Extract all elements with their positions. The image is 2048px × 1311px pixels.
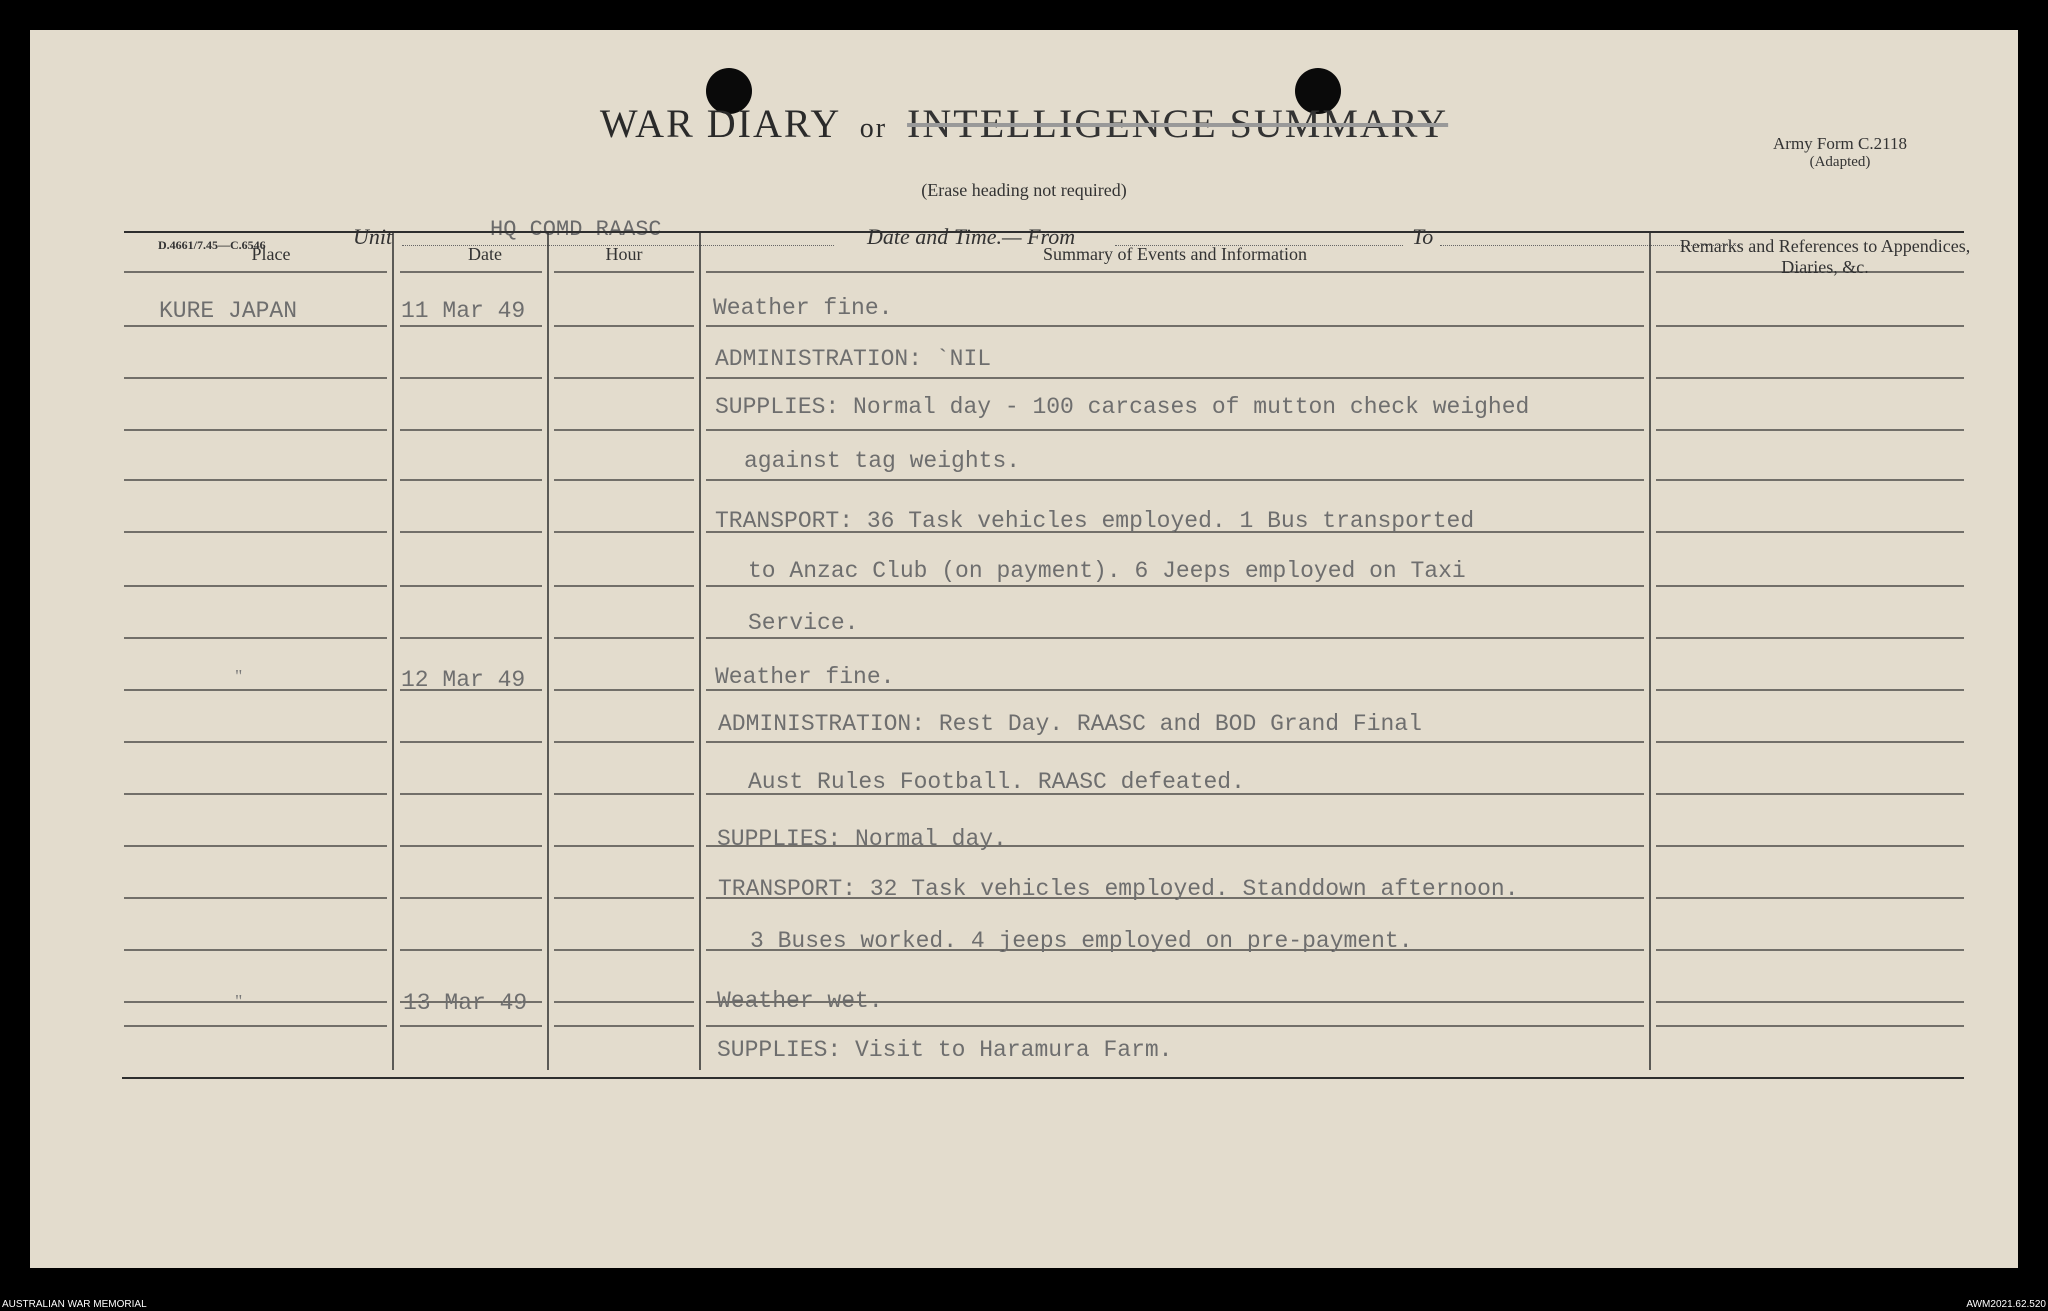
- entry-date: 12 Mar 49: [401, 667, 526, 693]
- summary-line: to Anzac Club (on payment). 6 Jeeps employed on Taxi: [748, 558, 1466, 584]
- summary-line: ADMINISTRATION: Rest Day. RAASC and BOD Grand Final: [718, 711, 1422, 737]
- entry-place-ditto: ": [235, 666, 243, 686]
- unit-label: Unit: [353, 224, 393, 249]
- form-title: [30, 100, 2018, 147]
- footer-ref: AWM2021.62.520: [1966, 1299, 2046, 1310]
- summary-line: Weather wet.: [717, 988, 883, 1014]
- title-or: or: [859, 113, 888, 144]
- army-form-adapted: (Adapted): [1809, 154, 1871, 170]
- summary-line: Service.: [748, 610, 859, 636]
- datetime-label: Date and Time.— From: [867, 224, 1076, 249]
- col-header-summary: Summary of Events and Information: [1043, 244, 1307, 264]
- entry-place: KURE JAPAN: [159, 298, 298, 324]
- summary-line: TRANSPORT: 36 Task vehicles employed. 1 Bus transported: [715, 508, 1475, 534]
- entry-date: 13 Mar 49: [403, 990, 528, 1016]
- form-code: D.4661/7.45—C.6546: [158, 238, 266, 252]
- army-form-number: Army Form C.2118: [1773, 134, 1907, 153]
- summary-line: SUPPLIES: Normal day - 100 carcases of mutton check weighed: [715, 394, 1530, 420]
- col-header-remarks: Remarks and References to Appendices, Diaries, &c.: [1679, 236, 1971, 277]
- col-header-date: Date: [468, 244, 502, 264]
- summary-line: SUPPLIES: Normal day.: [717, 826, 1007, 852]
- army-form-ref: [1730, 134, 1950, 172]
- summary-line: against tag weights.: [744, 448, 1021, 474]
- entry-date: 11 Mar 49: [401, 298, 526, 324]
- form-subtitle: (Erase heading not required): [921, 180, 1127, 200]
- summary-line: ADMINISTRATION: `NIL: [715, 346, 992, 372]
- to-label: To: [1412, 224, 1434, 249]
- summary-line: 3 Buses worked. 4 jeeps employed on pre-payment.: [750, 928, 1413, 954]
- footer-source: AUSTRALIAN WAR MEMORIAL: [2, 1299, 147, 1310]
- summary-line: Aust Rules Football. RAASC defeated.: [748, 769, 1245, 795]
- war-diary-page: [30, 30, 2018, 1268]
- title-intelligence-summary: INTELLIGENCE SUMMARY: [907, 101, 1449, 146]
- summary-line: Weather fine.: [713, 295, 893, 321]
- form-table-grid: [30, 30, 2018, 1268]
- col-header-hour: Hour: [605, 244, 643, 264]
- col-header-place: Place: [251, 244, 291, 264]
- unit-value: HQ COMD RAASC: [490, 217, 662, 242]
- title-war-diary: WAR DIARY: [599, 101, 840, 146]
- summary-line: TRANSPORT: 32 Task vehicles employed. Standdown afternoon.: [718, 876, 1519, 902]
- entry-place-ditto: ": [235, 991, 243, 1011]
- summary-line: SUPPLIES: Visit to Haramura Farm.: [717, 1037, 1173, 1063]
- summary-line: Weather fine.: [715, 664, 895, 690]
